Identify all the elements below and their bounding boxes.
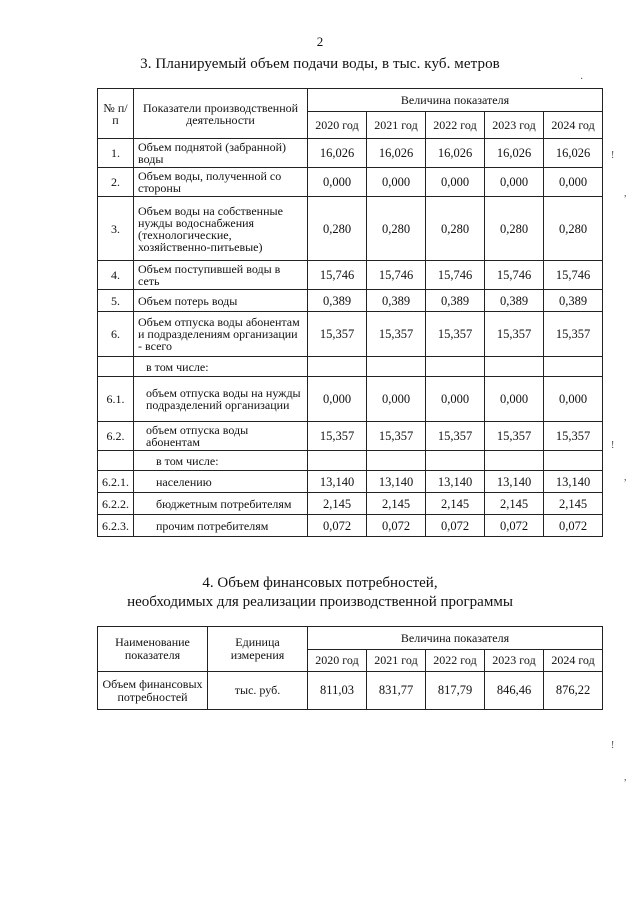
row-value <box>426 357 485 377</box>
header-indicator: Показатели производственной деятельности <box>134 89 308 139</box>
row-value <box>367 357 426 377</box>
row-name: Объем отпуска воды абонентам и подразделениям организации - всего <box>134 312 308 357</box>
table-row <box>98 139 603 168</box>
row-value: 831,77 <box>367 672 426 710</box>
row-value: 0,000 <box>426 377 485 422</box>
row-num: 6.2.2. <box>98 493 134 515</box>
row-value: 0,072 <box>308 515 367 537</box>
table-row <box>98 377 603 422</box>
row-value: 16,026 <box>485 139 544 168</box>
row-value: 0,280 <box>544 197 603 261</box>
row-value: 0,280 <box>367 197 426 261</box>
row-num: 6.2.1. <box>98 471 134 493</box>
water-supply-table <box>97 88 603 537</box>
scan-speck: ! <box>611 440 615 451</box>
row-value: 15,357 <box>485 312 544 357</box>
row-value: 0,280 <box>426 197 485 261</box>
row-value: 0,000 <box>544 377 603 422</box>
row-value: 0,000 <box>367 377 426 422</box>
section-4-title-line2: необходимых для реализации производственной программы <box>127 594 513 610</box>
row-num: 6.2. <box>98 422 134 451</box>
scan-speck: ! <box>611 740 615 751</box>
row-value <box>308 451 367 471</box>
header-year: 2024 год <box>544 112 603 139</box>
row-value: 0,072 <box>426 515 485 537</box>
row-value <box>544 357 603 377</box>
row-value: 2,145 <box>544 493 603 515</box>
row-value: 15,357 <box>308 422 367 451</box>
table-row <box>98 261 603 290</box>
row-value <box>426 451 485 471</box>
row-name: Объем финансовых потребностей <box>98 672 208 710</box>
row-value: 15,746 <box>485 261 544 290</box>
row-name: объем отпуска воды абонентам <box>134 422 308 451</box>
row-value: 15,746 <box>308 261 367 290</box>
row-num: 3. <box>98 197 134 261</box>
row-num: 6.1. <box>98 377 134 422</box>
row-value: 0,389 <box>308 290 367 312</box>
row-num: 1. <box>98 139 134 168</box>
row-value: 13,140 <box>544 471 603 493</box>
scan-speck: , <box>624 772 627 783</box>
row-value <box>544 451 603 471</box>
header-num: № п/п <box>98 89 134 139</box>
row-value: 15,357 <box>544 312 603 357</box>
row-num <box>98 357 134 377</box>
section-3-title: 3. Планируемый объем подачи воды, в тыс. куб. метров <box>140 56 500 72</box>
row-num <box>98 451 134 471</box>
row-value: 846,46 <box>485 672 544 710</box>
row-value: 16,026 <box>426 139 485 168</box>
row-value: 15,746 <box>426 261 485 290</box>
row-value: 0,389 <box>485 290 544 312</box>
table-row <box>98 515 603 537</box>
table-row <box>98 451 603 471</box>
row-value: 2,145 <box>426 493 485 515</box>
row-value: 15,746 <box>544 261 603 290</box>
row-name: в том числе: <box>134 451 308 471</box>
row-value: 0,072 <box>367 515 426 537</box>
row-unit: тыс. руб. <box>208 672 308 710</box>
row-value: 0,000 <box>308 377 367 422</box>
row-value <box>308 357 367 377</box>
row-value: 0,000 <box>485 377 544 422</box>
header-name: Наименование показателя <box>98 627 208 672</box>
row-value: 0,389 <box>367 290 426 312</box>
row-name: населению <box>134 471 308 493</box>
row-value: 16,026 <box>544 139 603 168</box>
row-value: 811,03 <box>308 672 367 710</box>
row-value: 13,140 <box>308 471 367 493</box>
row-value: 0,000 <box>544 168 603 197</box>
row-name: в том числе: <box>134 357 308 377</box>
row-value: 16,026 <box>367 139 426 168</box>
header-year: 2020 год <box>308 112 367 139</box>
row-name: бюджетным потребителям <box>134 493 308 515</box>
page-number: 2 <box>316 34 324 49</box>
row-value <box>367 451 426 471</box>
row-name: прочим потребителям <box>134 515 308 537</box>
table-row <box>98 493 603 515</box>
row-value: 15,357 <box>544 422 603 451</box>
row-value: 16,026 <box>308 139 367 168</box>
row-value: 0,280 <box>485 197 544 261</box>
header-year: 2024 год <box>544 650 603 672</box>
table-row <box>98 197 603 261</box>
header-year: 2020 год <box>308 650 367 672</box>
row-num: 2. <box>98 168 134 197</box>
table-row <box>98 672 603 710</box>
row-value: 15,357 <box>367 422 426 451</box>
row-value: 0,000 <box>367 168 426 197</box>
row-value: 817,79 <box>426 672 485 710</box>
table-row <box>98 168 603 197</box>
row-name: Объем потерь воды <box>134 290 308 312</box>
row-value: 15,357 <box>485 422 544 451</box>
table-row <box>98 312 603 357</box>
header-value: Величина показателя <box>308 89 603 112</box>
scan-speck: ! <box>611 150 615 161</box>
row-value: 0,280 <box>308 197 367 261</box>
scan-speck: · <box>580 74 584 85</box>
scan-speck: , <box>624 472 627 483</box>
row-value: 0,000 <box>426 168 485 197</box>
scan-speck: , <box>624 188 627 199</box>
section-4-title-line1: 4. Объем финансовых потребностей, <box>202 575 438 591</box>
section-4-title <box>0 574 640 612</box>
row-name: Объем воды на собственные нужды водоснабжения (технологические, хозяйственно-питьевые) <box>134 197 308 261</box>
row-value: 0,000 <box>485 168 544 197</box>
table-row <box>98 422 603 451</box>
row-value: 15,357 <box>426 312 485 357</box>
row-value: 13,140 <box>426 471 485 493</box>
row-name: объем отпуска воды на нужды подразделений организации <box>134 377 308 422</box>
header-year: 2022 год <box>426 112 485 139</box>
row-value: 2,145 <box>485 493 544 515</box>
row-name: Объем поднятой (забранной) воды <box>134 139 308 168</box>
header-unit: Единица измерения <box>208 627 308 672</box>
row-value: 876,22 <box>544 672 603 710</box>
header-year: 2021 год <box>367 112 426 139</box>
row-value: 15,357 <box>367 312 426 357</box>
row-num: 6. <box>98 312 134 357</box>
row-num: 6.2.3. <box>98 515 134 537</box>
row-value: 13,140 <box>485 471 544 493</box>
row-value: 15,357 <box>308 312 367 357</box>
row-value: 0,389 <box>544 290 603 312</box>
header-year: 2023 год <box>485 112 544 139</box>
row-value: 13,140 <box>367 471 426 493</box>
row-value: 0,072 <box>485 515 544 537</box>
row-value: 2,145 <box>367 493 426 515</box>
row-value <box>485 357 544 377</box>
row-name: Объем поступившей воды в сеть <box>134 261 308 290</box>
row-num: 4. <box>98 261 134 290</box>
row-name: Объем воды, полученной со стороны <box>134 168 308 197</box>
row-value: 15,746 <box>367 261 426 290</box>
header-year: 2021 год <box>367 650 426 672</box>
row-value: 0,389 <box>426 290 485 312</box>
row-value: 0,000 <box>308 168 367 197</box>
row-num: 5. <box>98 290 134 312</box>
header-year: 2023 год <box>485 650 544 672</box>
row-value <box>485 451 544 471</box>
header-value: Величина показателя <box>308 627 603 650</box>
row-value: 15,357 <box>426 422 485 451</box>
table-row <box>98 357 603 377</box>
row-value: 0,072 <box>544 515 603 537</box>
row-value: 2,145 <box>308 493 367 515</box>
financial-needs-table <box>97 626 603 710</box>
table-row <box>98 290 603 312</box>
header-year: 2022 год <box>426 650 485 672</box>
table-row <box>98 471 603 493</box>
